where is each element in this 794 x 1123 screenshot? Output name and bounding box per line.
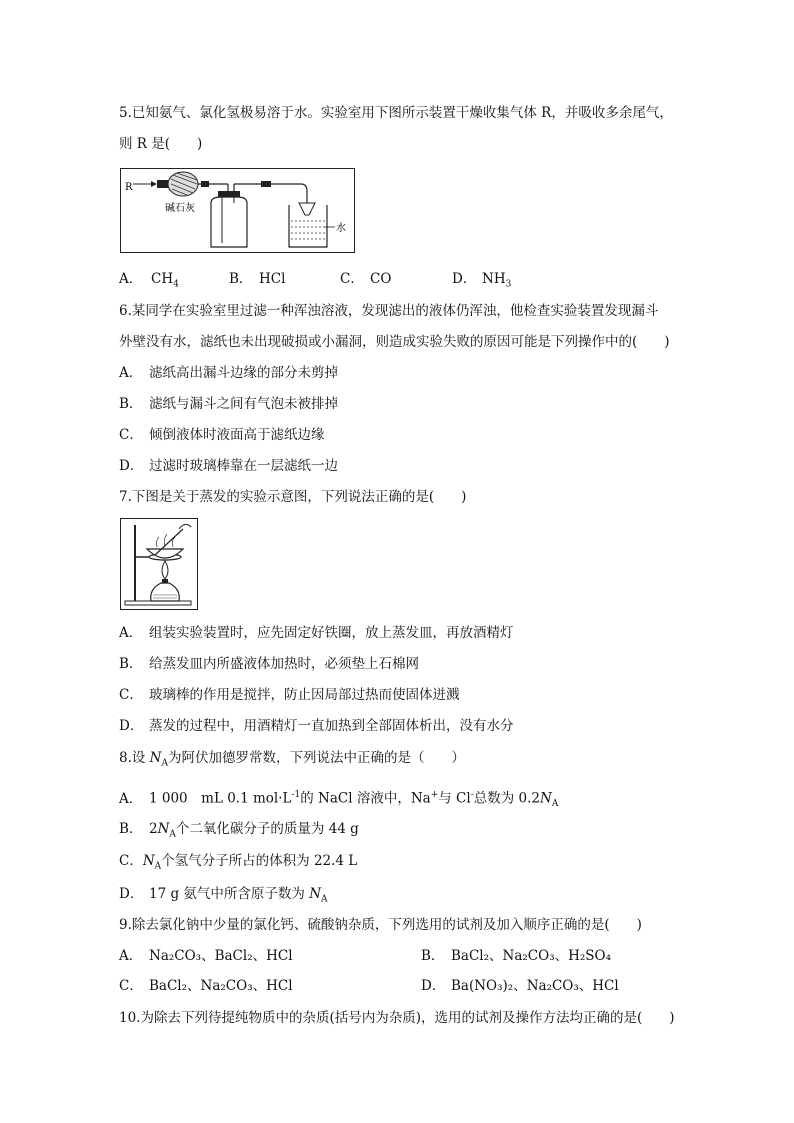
fig-label-r: R	[125, 182, 133, 193]
collection-bottle	[211, 197, 247, 247]
flame	[162, 561, 168, 579]
q5-option-b: B． HCl	[229, 271, 286, 287]
q5-stem-line1: 5.已知氨气、氯化氢极易溶于水。实验室用下图所示装置干燥收集气体 R，并吸收多余尾气，	[119, 105, 673, 121]
q7-evaporation-figure	[120, 518, 198, 610]
gas-collection-apparatus-drawing	[121, 169, 354, 252]
q9-stem: 9.除去氯化钠中少量的氯化钙、硫酸钠杂质，下列选用的试剂及加入顺序正确的是( )	[119, 917, 642, 933]
q7-option-a: A． 组装实验装置时，应先固定好铁圈，放上蒸发皿，再放酒精灯	[119, 625, 514, 641]
q8-option-b: B． $2N_A$个二氧化碳分子的质量为 44 g	[119, 821, 359, 840]
q8-stem: 8.设 $N_A$为阿伏加德罗常数，下列说法中正确的是（ ）	[119, 750, 465, 769]
q9-option-c: C． BaCl₂、Na₂CO₃、HCl	[119, 978, 293, 994]
q5-option-c: C． CO	[340, 271, 392, 287]
q9-option-d: D． Ba(NO₃)₂、Na₂CO₃、HCl	[421, 978, 619, 994]
q5-option-d: D． $NH_3$	[452, 271, 512, 290]
fig-label-soda-lime: 碱石灰	[165, 203, 195, 214]
q6-option-d: D． 过滤时玻璃棒靠在一层滤纸一边	[119, 458, 338, 474]
q7-option-b: B． 给蒸发皿内所盛液体加热时，必须垫上石棉网	[119, 656, 419, 672]
q10-stem: 10.为除去下列待提纯物质中的杂质(括号内为杂质)，选用的试剂及操作方法均正确的是( )	[119, 1010, 675, 1026]
q9-option-b: B． BaCl₂、Na₂CO₃、H₂SO₄	[421, 948, 612, 964]
q8-option-c: C．$N_A$个氢气分子所占的体积为 22.4 L	[119, 853, 358, 872]
evaporation-apparatus-drawing	[121, 519, 197, 609]
q6-option-c: C． 倾倒液体时液面高于滤纸边缘	[119, 427, 325, 443]
q8-option-d: D． 17 g 氨气中所含原子数为 $N_A$	[119, 886, 328, 905]
q7-option-c: C． 玻璃棒的作用是搅拌，防止因局部过热而使固体迸溅	[119, 687, 460, 703]
q6-option-b: B． 滤纸与漏斗之间有气泡未被排掉	[119, 396, 338, 412]
q8-option-a: A． 1 000 mL 0.1 $mol\cdot L^{-1}$的 NaCl 溶液中，Na+与 Cl-总数为 $0.2N_A$	[119, 790, 559, 810]
q5-apparatus-figure	[120, 168, 355, 253]
q6-stem-line1: 6.某同学在实验室里过滤一种浑浊溶液，发现滤出的液体仍浑浊，他检查实验装置发现漏斗	[119, 303, 659, 319]
q6-stem-line2: 外壁没有水，滤纸也未出现破损或小漏洞，则造成实验失败的原因可能是下列操作中的( )	[119, 334, 670, 350]
q5-option-a: A． $CH_4$	[119, 271, 179, 290]
q5-stem-line2: 则 R 是( )	[119, 136, 203, 152]
q7-option-d: D． 蒸发的过程中，用酒精灯一直加热到全部固体析出，没有水分	[119, 718, 514, 734]
fig-label-water: 水	[336, 223, 346, 234]
q9-option-a: A． Na₂CO₃、BaCl₂、HCl	[119, 948, 293, 964]
q7-stem: 7.下图是关于蒸发的实验示意图，下列说法正确的是( )	[119, 489, 467, 505]
inverted-funnel	[299, 203, 315, 215]
q6-option-a: A． 滤纸高出漏斗边缘的部分未剪掉	[119, 365, 338, 381]
evaporating-dish	[147, 549, 183, 558]
